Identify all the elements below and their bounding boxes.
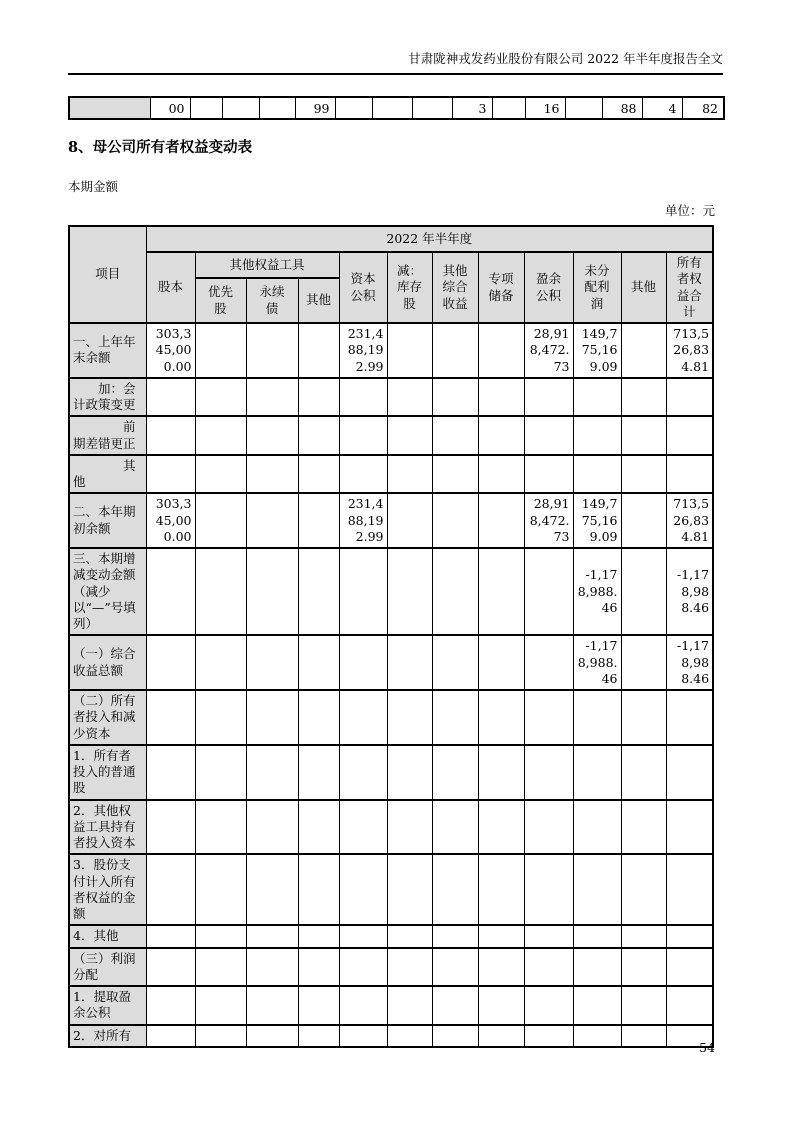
table-row [69,745,713,800]
value-cell [298,948,339,987]
value-cell [298,925,339,947]
carryover-cell: 16 [525,97,565,119]
value-cell [621,948,666,987]
value-cell [387,925,432,947]
value-cell [246,986,298,1025]
value-cell: 713,526,834.81 [666,323,713,378]
carryover-cell: 99 [295,97,335,119]
value-cell [524,548,573,635]
carryover-row [69,97,724,119]
value-cell [432,1025,478,1047]
value-cell [387,986,432,1025]
value-cell [339,455,387,494]
value-cell [298,635,339,690]
value-cell [195,1025,246,1047]
value-cell [666,986,713,1025]
header-row-columns [69,252,713,278]
value-cell [478,854,524,925]
value-cell [339,745,387,800]
value-cell [146,745,195,800]
table-row [69,854,713,925]
value-cell [666,690,713,745]
value-cell [298,493,339,548]
table-row [69,948,713,987]
col-header-preferred-stock: 优先股 [195,278,246,323]
page-number: 54 [699,1040,715,1055]
value-cell [146,455,195,494]
table-row [69,800,713,855]
value-cell [621,416,666,455]
value-cell [524,690,573,745]
table-row [69,986,713,1025]
value-cell [478,416,524,455]
table-row [69,690,713,745]
value-cell [246,455,298,494]
value-cell [298,548,339,635]
carryover-table [68,96,725,120]
row-label-cell: 一、上年年末余额 [69,323,146,378]
value-cell [478,323,524,378]
row-label-cell: 三、本期增减变动金额（减少以“—”号填列） [69,548,146,635]
col-header-perpetual-bond: 永续债 [246,278,298,323]
value-cell: 713,526,834.81 [666,493,713,548]
row-label-cell: 1．所有者投入的普通股 [69,745,146,800]
row-label-cell: 2．对所有 [69,1025,146,1047]
value-cell [298,854,339,925]
value-cell [146,986,195,1025]
row-label-cell: 二、本年期初余额 [69,493,146,548]
value-cell [524,745,573,800]
value-cell [432,493,478,548]
value-cell [666,854,713,925]
value-cell [621,378,666,417]
row-label-cell: 2．其他权益工具持有者投入资本 [69,800,146,855]
value-cell [339,378,387,417]
value-cell [478,455,524,494]
value-cell [246,1025,298,1047]
value-cell [524,948,573,987]
col-header-item: 项目 [69,226,146,323]
value-cell [195,925,246,947]
value-cell [246,745,298,800]
value-cell [573,378,621,417]
value-cell [246,323,298,378]
value-cell [387,745,432,800]
value-cell [621,800,666,855]
value-cell [146,948,195,987]
carryover-cell: 4 [642,97,682,119]
value-cell: -1,178,988.46 [573,635,621,690]
value-cell: 28,918,472.73 [524,493,573,548]
carryover-cell [412,97,452,119]
header-row-period [69,226,713,252]
row-label-cell: 其他 [69,455,146,494]
value-cell [195,745,246,800]
carryover-cell: 88 [602,97,642,119]
table-row [69,925,713,947]
value-cell [524,925,573,947]
value-cell [339,690,387,745]
value-cell [195,800,246,855]
value-cell [387,323,432,378]
value-cell [195,548,246,635]
table-row [69,635,713,690]
carryover-cell [69,97,150,119]
value-cell [246,493,298,548]
value-cell [432,986,478,1025]
carryover-cell [190,97,222,119]
value-cell [621,1025,666,1047]
value-cell [339,854,387,925]
table-row [69,493,713,548]
value-cell [666,378,713,417]
value-cell [478,948,524,987]
value-cell [339,548,387,635]
value-cell [195,378,246,417]
value-cell [387,854,432,925]
value-cell [195,493,246,548]
value-cell [573,1025,621,1047]
col-header-other-instrument: 其他 [298,278,339,323]
equity-table [68,225,714,1048]
table-row [69,416,713,455]
value-cell [573,690,621,745]
carryover-cell [492,97,525,119]
value-cell [432,416,478,455]
value-cell: 149,775,169.09 [573,493,621,548]
value-cell [666,745,713,800]
value-cell [621,323,666,378]
value-cell [478,635,524,690]
value-cell [387,493,432,548]
col-header-undistributed-profit: 未分配利润 [573,252,621,323]
value-cell [298,745,339,800]
col-header-total-owners-equity: 所有者权益合计 [666,252,713,323]
value-cell [524,416,573,455]
value-cell [339,986,387,1025]
value-cell [298,986,339,1025]
carryover-cell: 3 [452,97,492,119]
value-cell [146,1025,195,1047]
value-cell [387,378,432,417]
value-cell [478,800,524,855]
value-cell [524,854,573,925]
equity-table-header [69,226,713,323]
value-cell [573,986,621,1025]
value-cell [146,854,195,925]
value-cell [195,635,246,690]
value-cell [339,800,387,855]
table-row [69,1025,713,1047]
carryover-cell [222,97,259,119]
col-header-surplus-reserve: 盈余公积 [524,252,573,323]
row-label-cell: （三）利润分配 [69,948,146,987]
value-cell [432,378,478,417]
value-cell [432,455,478,494]
row-label-cell: 1．提取盈余公积 [69,986,146,1025]
value-cell [432,745,478,800]
value-cell [478,378,524,417]
value-cell [146,378,195,417]
row-label-cell: 4．其他 [69,925,146,947]
value-cell [524,455,573,494]
value-cell [573,416,621,455]
value-cell [298,416,339,455]
value-cell [666,416,713,455]
table-row [69,323,713,378]
value-cell [146,690,195,745]
row-label-cell: 前期差错更正 [69,416,146,455]
value-cell: 231,488,192.99 [339,493,387,548]
period-label: 本期金额 [68,179,119,194]
value-cell [478,1025,524,1047]
value-cell [621,548,666,635]
value-cell [573,745,621,800]
row-label-cell: 3．股份支付计入所有者权益的金额 [69,854,146,925]
value-cell [246,690,298,745]
value-cell [621,455,666,494]
col-header-other: 其他 [621,252,666,323]
value-cell: -1,178,988.46 [573,548,621,635]
col-header-less-treasury-stock: 减：库存股 [387,252,432,323]
value-cell [387,455,432,494]
value-cell [246,635,298,690]
row-label-cell: （二）所有者投入和减少资本 [69,690,146,745]
value-cell [195,690,246,745]
col-header-capital-reserve: 资本公积 [339,252,387,323]
value-cell [339,925,387,947]
value-cell [478,925,524,947]
value-cell [387,548,432,635]
value-cell [432,800,478,855]
value-cell [621,854,666,925]
section-title: 8、母公司所有者权益变动表 [68,139,253,156]
value-cell [298,323,339,378]
value-cell [246,548,298,635]
value-cell [621,493,666,548]
value-cell [573,948,621,987]
table-row [69,378,713,417]
value-cell [573,800,621,855]
value-cell: -1,178,988.46 [666,548,713,635]
carryover-cell: 00 [150,97,190,119]
value-cell: 28,918,472.73 [524,323,573,378]
value-cell [432,854,478,925]
value-cell [146,635,195,690]
value-cell [246,925,298,947]
value-cell: 149,775,169.09 [573,323,621,378]
table-row [69,455,713,494]
value-cell [573,854,621,925]
value-cell [146,925,195,947]
value-cell [621,745,666,800]
value-cell [478,986,524,1025]
value-cell [573,455,621,494]
value-cell [432,635,478,690]
value-cell [246,416,298,455]
value-cell [246,378,298,417]
value-cell [524,800,573,855]
value-cell [621,986,666,1025]
value-cell [478,690,524,745]
value-cell [387,1025,432,1047]
value-cell [246,854,298,925]
value-cell [246,948,298,987]
carryover-cell [335,97,372,119]
value-cell [146,548,195,635]
value-cell [432,925,478,947]
col-header-special-reserve: 专项储备 [478,252,524,323]
value-cell [432,548,478,635]
value-cell [298,378,339,417]
value-cell [387,690,432,745]
value-cell: 231,488,192.99 [339,323,387,378]
value-cell [524,986,573,1025]
value-cell [573,925,621,947]
value-cell [524,635,573,690]
value-cell [339,416,387,455]
carryover-cell [259,97,295,119]
value-cell [146,416,195,455]
value-cell [432,323,478,378]
unit-label: 单位：元 [664,203,715,218]
value-cell [339,635,387,690]
row-label-cell: 加：会计政策变更 [69,378,146,417]
value-cell [339,1025,387,1047]
value-cell: -1,178,988.46 [666,635,713,690]
page-header-title: 甘肃陇神戎发药业股份有限公司 2022 年半年度报告全文 [408,51,723,66]
value-cell: 303,345,000.00 [146,323,195,378]
value-cell: 303,345,000.00 [146,493,195,548]
equity-table-body [69,323,713,1047]
value-cell [621,635,666,690]
value-cell [246,800,298,855]
value-cell [387,635,432,690]
carryover-cell: 82 [682,97,724,119]
value-cell [432,690,478,745]
header-divider [68,73,723,75]
col-header-other-equity-instruments: 其他权益工具 [195,252,339,278]
value-cell [666,925,713,947]
value-cell [666,455,713,494]
value-cell [387,800,432,855]
value-cell [524,378,573,417]
carryover-cell [372,97,412,119]
value-cell [298,690,339,745]
value-cell [146,800,195,855]
value-cell [298,455,339,494]
value-cell [666,800,713,855]
value-cell [195,986,246,1025]
carryover-cell [565,97,602,119]
value-cell [478,548,524,635]
value-cell [195,323,246,378]
value-cell [478,493,524,548]
value-cell [195,416,246,455]
value-cell [432,948,478,987]
value-cell [478,745,524,800]
row-label-cell: （一）综合收益总额 [69,635,146,690]
value-cell [621,690,666,745]
value-cell [298,1025,339,1047]
col-header-share-capital: 股本 [146,252,195,323]
value-cell [339,948,387,987]
value-cell [387,416,432,455]
value-cell [195,854,246,925]
value-cell [195,455,246,494]
value-cell [621,925,666,947]
value-cell [524,1025,573,1047]
value-cell [195,948,246,987]
value-cell [387,948,432,987]
col-header-other-comprehensive-income: 其他综合收益 [432,252,478,323]
col-header-period: 2022 年半年度 [146,226,713,252]
value-cell [666,948,713,987]
value-cell [298,800,339,855]
table-row [69,548,713,635]
